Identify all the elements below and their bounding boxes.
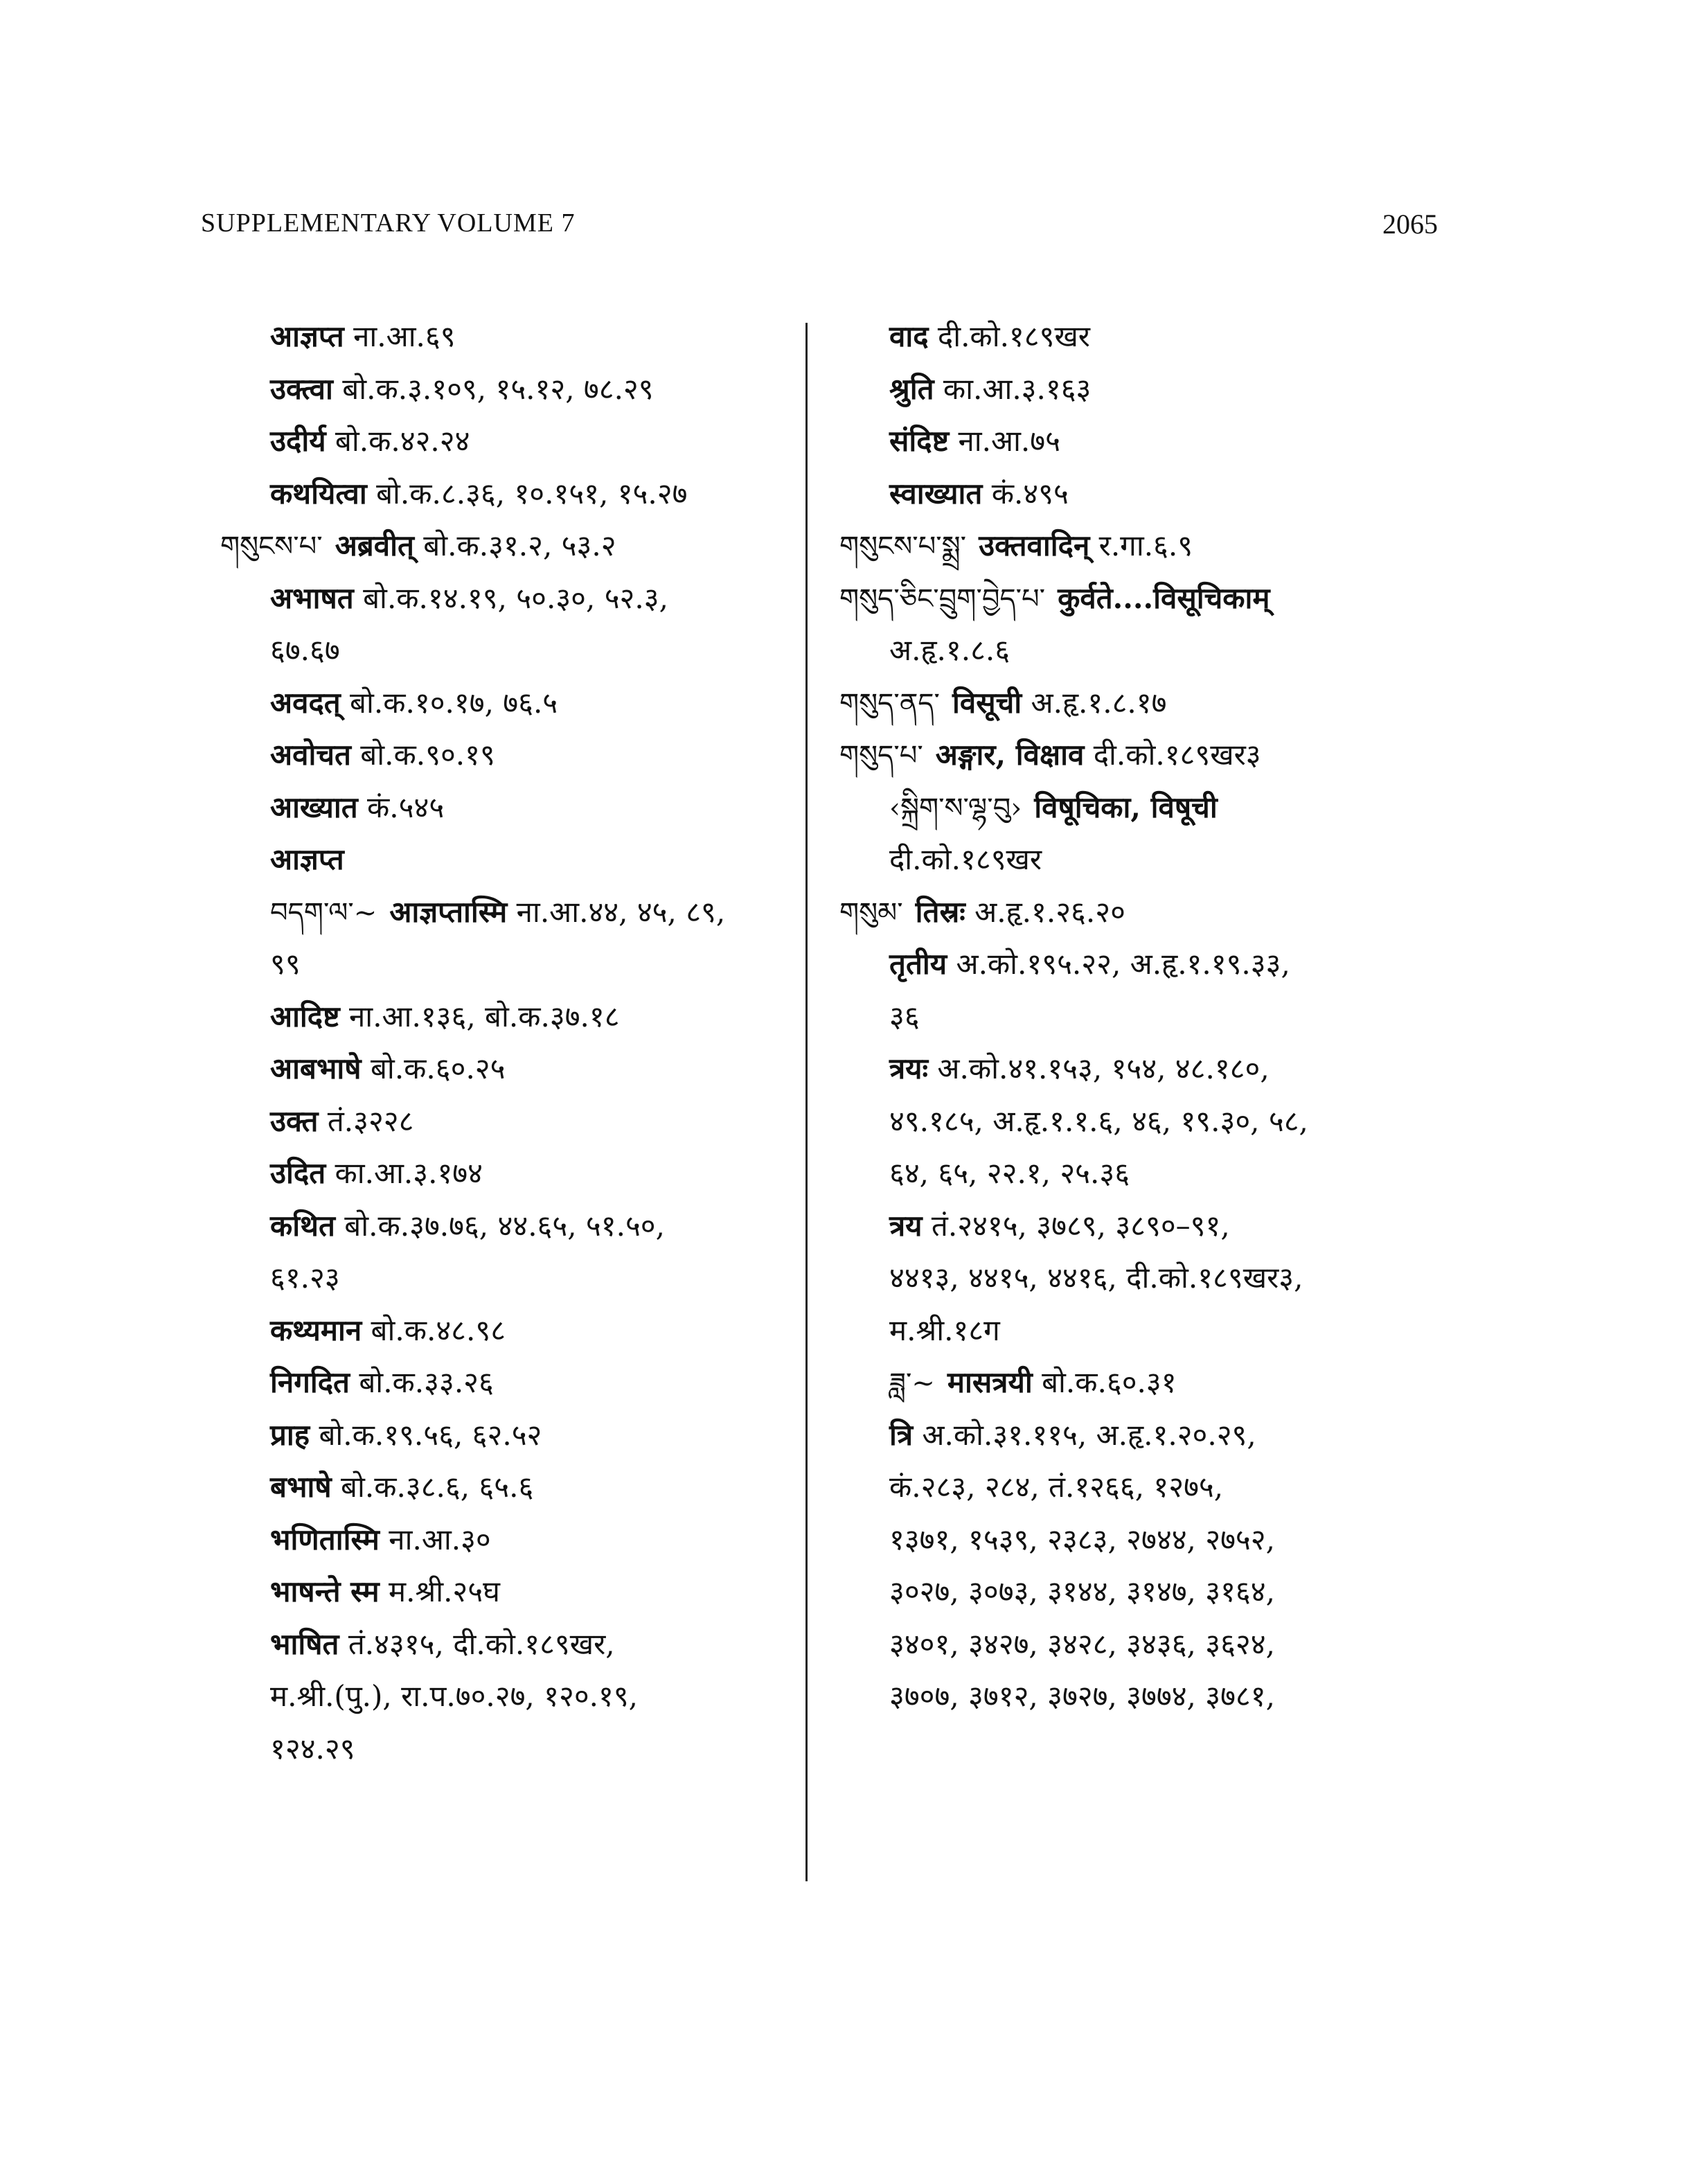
source-reference: बो.क.१०.१७, ७६.५	[350, 685, 558, 720]
dictionary-line	[220, 1670, 816, 1723]
source-reference: बो.क.६०.२५	[370, 1051, 506, 1085]
sanskrit-headword: भाषित	[270, 1626, 339, 1661]
dictionary-line	[220, 468, 816, 520]
dictionary-line	[220, 1147, 816, 1200]
sanskrit-headword: उदीर्य	[270, 424, 326, 458]
dictionary-line	[839, 1461, 1463, 1513]
source-reference: ४९.१८५, अ.हृ.१.१.६, ४६, १९.३०, ५८,	[889, 1103, 1308, 1138]
sanskrit-headword: अवदत्	[270, 685, 341, 720]
source-reference: ३७०७, ३७१२, ३७२७, ३७७४, ३७८१,	[889, 1679, 1275, 1713]
source-reference: दी.को.१८९खर३	[1093, 738, 1261, 772]
dictionary-line	[839, 677, 1463, 729]
dictionary-line	[839, 572, 1463, 625]
sanskrit-headword: उक्त्वा	[270, 371, 333, 406]
dictionary-line	[220, 729, 816, 781]
dictionary-line	[839, 781, 1463, 834]
source-reference: ३०२७, ३०७३, ३१४४, ३१४७, ३१६४,	[889, 1574, 1275, 1608]
sanskrit-headword: अङ्गार, विक्षाव	[935, 738, 1085, 772]
tibetan-term: གསུད་ནད་	[839, 687, 940, 720]
sanskrit-headword: भणितास्मि	[270, 1522, 380, 1556]
source-reference: म.श्री.२५घ	[389, 1574, 500, 1608]
sanskrit-headword: आख्यात	[270, 790, 358, 824]
tibetan-term: ‹སྐྲིག་ས་ལྷ་བུ›	[889, 792, 1022, 824]
source-reference: म.श्री.१८ग	[889, 1313, 1000, 1347]
dictionary-line	[220, 363, 816, 416]
dictionary-line	[839, 1356, 1463, 1409]
dictionary-line	[220, 781, 816, 834]
dictionary-line	[220, 415, 816, 468]
dictionary-line	[220, 1618, 816, 1671]
source-reference: बो.क.४२.२४	[335, 424, 470, 458]
column-divider	[805, 323, 808, 1881]
source-reference: बो.क.४८.९८	[371, 1313, 506, 1347]
dictionary-line	[839, 1095, 1463, 1148]
sanskrit-headword: आदिष्ट	[270, 999, 340, 1033]
sanskrit-headword: तृतीय	[889, 947, 947, 981]
source-reference: अ.हृ.१.२६.२०	[974, 894, 1125, 929]
running-head: SUPPLEMENTARY VOLUME 7	[201, 208, 576, 238]
dictionary-line	[839, 729, 1463, 781]
source-reference: कं.२८३, २८४, तं.१२६६, १२७५,	[889, 1470, 1224, 1504]
source-reference: बो.क.३१.२, ५३.२	[423, 529, 616, 562]
dictionary-line	[220, 624, 816, 677]
dictionary-line	[839, 1200, 1463, 1252]
source-reference: ना.आ.६९	[353, 319, 456, 353]
dictionary-line	[220, 1252, 816, 1304]
source-reference: बो.क.३३.२६	[359, 1365, 494, 1399]
sanskrit-headword: श्रुति	[889, 371, 934, 406]
source-reference: अ.को.४१.१५३, १५४, ४८.१८०,	[937, 1051, 1270, 1085]
sanskrit-headword: अभाषत	[270, 580, 354, 615]
source-reference: का.आ.३.१७४	[335, 1156, 483, 1190]
source-reference: ना.आ.१३६, बो.क.३७.१८	[349, 999, 620, 1033]
sanskrit-headword: अवोचत	[270, 738, 351, 772]
source-reference: ६१.२३	[270, 1261, 340, 1295]
dictionary-line	[220, 1304, 816, 1357]
sanskrit-headword: अब्रवीत्	[335, 529, 414, 562]
dictionary-line	[220, 1042, 816, 1095]
sanskrit-headword: कुर्वते....विसूचिकाम्	[1058, 580, 1270, 615]
sanskrit-headword: विसूची	[952, 685, 1022, 720]
dictionary-line	[839, 310, 1463, 363]
sanskrit-headword: भाषन्ते स्म	[270, 1574, 380, 1608]
dictionary-line	[220, 1095, 816, 1148]
dictionary-line	[220, 938, 816, 991]
dictionary-line	[839, 520, 1463, 572]
dictionary-line	[839, 1147, 1463, 1200]
source-reference: बो.क.९०.१९	[360, 738, 495, 772]
sanskrit-headword: संदिष्ट	[889, 424, 950, 458]
dictionary-line	[839, 363, 1463, 416]
sanskrit-headword: प्राह	[270, 1417, 310, 1452]
dictionary-line	[839, 991, 1463, 1043]
sanskrit-headword: त्रय	[889, 1208, 923, 1243]
dictionary-line	[839, 1670, 1463, 1723]
dictionary-line	[220, 1200, 816, 1252]
source-reference: ना.आ.७५	[958, 424, 1060, 458]
source-reference: ९९	[270, 947, 301, 981]
source-reference: तं.४३१५, दी.को.१८९खर,	[348, 1626, 615, 1661]
tibetan-term: གསུད་ཅིང་བྲུག་བྱེད་པ་	[839, 583, 1046, 615]
dictionary-line	[839, 938, 1463, 991]
sanskrit-headword: बभाषे	[270, 1470, 332, 1504]
source-reference: दी.को.१८९खर	[889, 842, 1042, 876]
source-reference: बो.क.३.१०९, १५.१२, ७८.२९	[342, 371, 654, 406]
dictionary-line	[220, 833, 816, 886]
sanskrit-headword: स्वाख्यात	[889, 476, 983, 511]
tibetan-term: གསུམ་	[839, 896, 903, 929]
sanskrit-headword: कथ्यमान	[270, 1313, 362, 1347]
source-reference: र.गा.६.९	[1098, 529, 1193, 562]
sanskrit-headword: उदित	[270, 1156, 326, 1190]
dictionary-line	[220, 1565, 816, 1618]
dictionary-line	[220, 1356, 816, 1409]
dictionary-line	[839, 1252, 1463, 1304]
source-reference: अ.हृ.१.८.६	[889, 633, 1010, 667]
tibetan-term: བདག་ལ་~	[270, 896, 377, 929]
sanskrit-headword: आबभाषे	[270, 1051, 362, 1085]
dictionary-line	[220, 1409, 816, 1462]
tibetan-term: གསུངས་པ་	[220, 531, 323, 562]
sanskrit-headword: आज्ञप्त	[270, 842, 344, 876]
sanskrit-headword: तिस्रः	[915, 894, 965, 929]
sanskrit-headword: वाद	[889, 319, 929, 353]
source-reference: ६४, ६५, २२.१, २५.३६	[889, 1156, 1130, 1190]
sanskrit-headword: विषूचिका, विषूची	[1034, 790, 1218, 824]
dictionary-line	[839, 1409, 1463, 1462]
source-reference: अ.को.१९५.२२, अ.हृ.१.१९.३३,	[956, 947, 1290, 981]
right-column	[839, 310, 1463, 1723]
source-reference: ४४१३, ४४१५, ४४१६, दी.को.१८९खर३,	[889, 1261, 1303, 1295]
dictionary-line	[220, 677, 816, 729]
source-reference: बो.क.३८.६, ६५.६	[341, 1470, 534, 1504]
source-reference: १२४.२९	[270, 1731, 355, 1766]
sanskrit-headword: उक्तवादिन्	[979, 529, 1090, 562]
sanskrit-headword: त्रि	[889, 1417, 914, 1452]
tibetan-term: གསུངས་པ་སྨྲ་	[839, 531, 967, 562]
dictionary-line	[220, 310, 816, 363]
dictionary-line	[839, 886, 1463, 939]
dictionary-line	[839, 415, 1463, 468]
source-reference: अ.को.३१.११५, अ.हृ.१.२०.२९,	[922, 1417, 1256, 1452]
source-reference: ना.आ.३०	[389, 1522, 491, 1556]
source-reference: ३६	[889, 999, 920, 1033]
dictionary-line	[839, 1513, 1463, 1566]
sanskrit-headword: कथयित्वा	[270, 476, 367, 511]
dictionary-line	[839, 833, 1463, 886]
dictionary-line	[220, 991, 816, 1043]
source-reference: का.आ.३.१६३	[943, 371, 1092, 406]
source-reference: तं.३२२८	[327, 1103, 414, 1138]
source-reference: ना.आ.४४, ४५, ८९,	[516, 894, 726, 929]
source-reference: बो.क.१४.१९, ५०.३०, ५२.३,	[363, 580, 668, 615]
dictionary-line	[220, 520, 816, 572]
tibetan-term: གསུད་པ་	[839, 740, 923, 772]
dictionary-line	[220, 572, 816, 625]
sanskrit-headword: आज्ञप्त	[270, 319, 344, 353]
source-reference: बो.क.८.३६, १०.१५१, १५.२७	[376, 476, 688, 511]
source-reference: दी.को.१८९खर	[937, 319, 1090, 353]
source-reference: बो.क.१९.५६, ६२.५२	[319, 1417, 542, 1452]
dictionary-line	[839, 1618, 1463, 1671]
sanskrit-headword: उक्त	[270, 1103, 319, 1138]
dictionary-line	[220, 1723, 816, 1775]
sanskrit-headword: कथित	[270, 1208, 335, 1243]
dictionary-line	[220, 1513, 816, 1566]
source-reference: म.श्री.(पु.), रा.प.७०.२७, १२०.१९,	[270, 1679, 639, 1713]
dictionary-line	[839, 1565, 1463, 1618]
source-reference: ३४०१, ३४२७, ३४२८, ३४३६, ३६२४,	[889, 1626, 1275, 1661]
sanskrit-headword: मासत्रयी	[947, 1365, 1033, 1399]
dictionary-line	[839, 468, 1463, 520]
source-reference: बो.क.६०.३१	[1042, 1365, 1177, 1399]
dictionary-line	[839, 1042, 1463, 1095]
tibetan-term: ཟླ་~	[889, 1367, 935, 1399]
sanskrit-headword: आज्ञप्तास्मि	[389, 894, 508, 929]
dictionary-line	[220, 886, 816, 939]
source-reference: कं.४९५	[991, 476, 1069, 511]
dictionary-line	[839, 1304, 1463, 1357]
sanskrit-headword: त्रयः	[889, 1051, 929, 1085]
source-reference: अ.हृ.१.८.१७	[1031, 685, 1167, 720]
source-reference: १३७१, १५३९, २३८३, २७४४, २७५२,	[889, 1522, 1275, 1556]
source-reference: कं.५४५	[367, 790, 445, 824]
page-number: 2065	[1382, 208, 1438, 240]
source-reference: बो.क.३७.७६, ४४.६५, ५१.५०,	[344, 1208, 665, 1243]
dictionary-line	[839, 624, 1463, 677]
left-column	[220, 310, 816, 1775]
sanskrit-headword: निगदित	[270, 1365, 350, 1399]
source-reference: ६७.६७	[270, 633, 340, 667]
dictionary-line	[220, 1461, 816, 1513]
page-header	[201, 208, 1438, 256]
source-reference: तं.२४१५, ३७८९, ३८९०–९१,	[931, 1208, 1230, 1243]
